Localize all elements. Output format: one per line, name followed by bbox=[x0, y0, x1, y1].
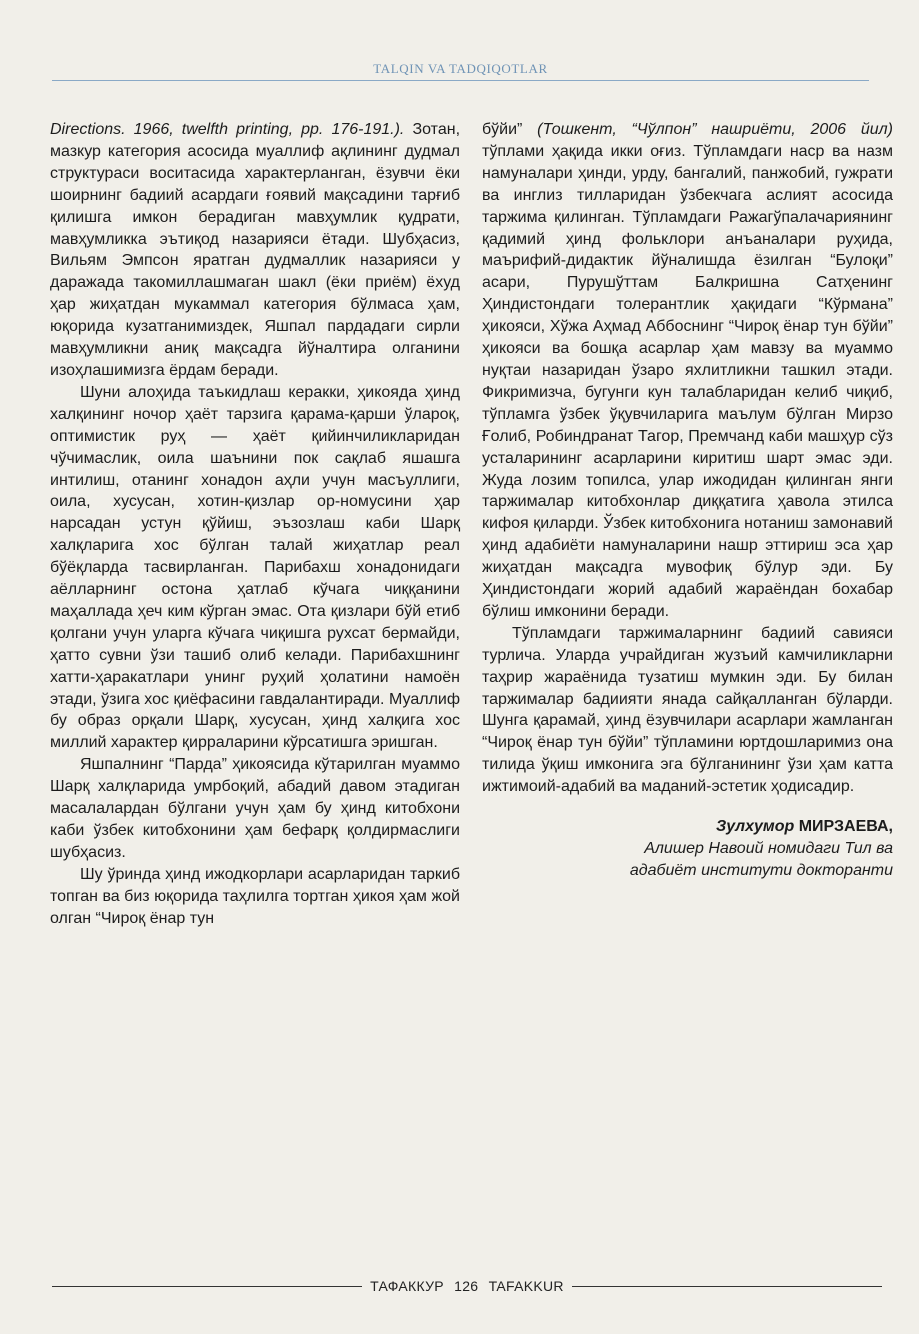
author-name bbox=[482, 816, 893, 838]
author-affiliation bbox=[482, 838, 893, 882]
right-paragraph-2: Тўпламдаги таржималарнинг бадиий савияси турлича. Уларда учрайдиган жузъий камчиликларни таҳрир жараёнида тузатиш мумкин эди. Бу билан таржималар бадиияти янада сайқалланган бўларди. Шунга қарамай, ҳинд ёзувчилари асарлари жамланган “Чироқ ёнар тун бўйи” тўпламини юртдошларимиз она тилида ўқиш имконига эга бўлганининг ўзи ҳам катта ижтимоий-адабий ва маданий-эстетик ҳодисадир. bbox=[482, 624, 893, 796]
footer-rule-left bbox=[52, 1286, 362, 1287]
header-rule bbox=[52, 80, 869, 81]
page-footer bbox=[52, 1276, 882, 1296]
left-column bbox=[50, 119, 460, 930]
section-title: TALQIN VA TADQIQOTLAR bbox=[367, 61, 553, 76]
left-paragraph-3: Яшпалнинг “Парда” ҳикоясида кўтарилган муаммо Шарқ халқларида умрбоқий, абадий давом этадиган масалалардан бўлгани учун ҳам бу ҳинд китобхони каби ўзбек китобхонини ҳам бефарқ қолдирмаслиги шубҳасиз. bbox=[50, 756, 460, 861]
left-paragraph-1 bbox=[50, 119, 460, 382]
page-number: 126 bbox=[454, 1278, 479, 1294]
footer-text bbox=[362, 1278, 572, 1294]
left-paragraph-4: Шу ўринда ҳинд ижодкорлари асарларидан таркиб топган ва биз юқорида таҳлилга тортган ҳикоя ҳам жой олган “Чироқ ёнар тун bbox=[50, 865, 460, 927]
right-column bbox=[482, 119, 893, 882]
running-header bbox=[52, 60, 869, 82]
footer-rule-right bbox=[572, 1286, 882, 1287]
affiliation-line-1: Алишер Навоий номидаги Тил ва bbox=[644, 840, 893, 857]
author-last-name: МИРЗАЕВА, bbox=[798, 818, 893, 836]
citation-italic: Directions. 1966, twelfth printing, pp. 176-191.). bbox=[50, 121, 405, 138]
publisher-italic: (Тошкент, “Чўлпон” нашриёти, 2006 йил) bbox=[522, 121, 893, 138]
right-paragraph-1-text: тўплами ҳақида икки оғиз. Тўпламдаги наср ва назм намуналари ҳинди, урду, бангалий, панжобий, гужрати ва инглиз тилларидан ўзбекчага аслият асосида таржима қилинган. Тўпламдаги Ражагўпалачариянинг қадимий ҳинд фольклори анъаналари руҳида, маърифий-дидактик йўналишда ёзилган “Булоқи” асари, Пурушўттам Балкришна Сатҳенинг Ҳиндистондаги толерантлик ҳақидаги “Кўрмана” ҳикояси, Хўжа Аҳмад Аббоснинг “Чироқ ёнар тун бўйи” ҳикояси ва бошқа асарлар ҳам мавзу ва муаммо нуқтаи назаридан ўзаро яхлитликни ташкил этади. Фикримизча, бугунги кун талабларидан келиб чиқиб, тўпламга ўзбек ўқувчиларига маълум бўлган Мирзо Ғолиб, Робиндранат Тагор, Премчанд каби машҳур сўз усталарининг асарларини киритиш шарт эмас эди. Жуда лозим топилса, улар ижодидан қилинган янги таржималар китобхонлар диққатига ҳавола этилса кифоя қиларди. Ўзбек китобхонига нотаниш замонавий ҳинд адабиёти намуналарини нашр эттириш эса ҳар жиҳатдан мақсадга мувофиқ бўлур эди. Бу Ҳиндистондаги жорий адабий жараёндан бохабар бўлиш имконини беради. bbox=[482, 142, 893, 620]
footer-label-latin: TAFAKKUR bbox=[488, 1278, 564, 1294]
right-paragraph-1-start: бўйи” bbox=[482, 121, 523, 138]
left-paragraph-1-text: Зотан, мазкур категория асосида муаллиф ақлининг дудмал структураси воситасида характерланган, ёзувчи ёки шоирнинг бадиий асардаги ғоявий мақсадини тарғиб қилишга имкон берадиган мавҳумлик қудрати, мавҳумликка эътиқод назарияси ётади. Шубҳасиз, Вильям Эмпсон яратган дудмаллик назарияси у даражада такомиллашмаган шакл (ёки приём) ёхуд ҳар жиҳатдан мукаммал категория бўлмаса ҳам, юқорида кузатганимиздек, Яшпал пардадаги сирли мавҳумликни аниқ мақсадга йўналтира олганини изоҳлашимизга ёрдам беради. bbox=[50, 121, 461, 379]
left-paragraph-2: Шуни алоҳида таъкидлаш керакки, ҳикояда ҳинд халқининг ночор ҳаёт тарзига қарама-қарши ўлароқ, оптимистик руҳ — ҳаёт қийинчиликларидан чўчимаслик, оила шаънини пок сақлаб яшашга интилиш, отанинг хонадон аҳли учун масъуллиги, оила, хусусан, хотин-қизлар ор-номусини ҳар нарсадан устун қўйиш, эъзозлаш каби Шарқ халқларига хос бўлган талай жиҳатлар реал бўёқларда тасвирланган. Парибахш хонадонидаги аёлларнинг остона ҳатлаб кўчага чиққанини маҳаллада ҳеч ким кўрган эмас. Ота қизлари бўй етиб қолгани учун уларга кўчага чиқишга рухсат бермайди, ҳатто сувни ўзи ташиб олиб келади. Парибахшнинг хатти-ҳаракатлари унинг руҳий ҳолатини намоён этади, ўзига хос қиёфасини гавдалантиради. Муаллиф бу образ орқали Шарқ, хусусан, ҳинд халқига хос миллий характер қирраларини кўрсатишга эришган. bbox=[50, 383, 460, 752]
affiliation-line-2: адабиёт институти докторанти bbox=[629, 861, 893, 879]
author-first-name: Зулхумор bbox=[715, 818, 795, 836]
right-paragraph-1 bbox=[482, 119, 893, 623]
footer-label-cyrillic: ТАФАККУР bbox=[370, 1278, 444, 1294]
